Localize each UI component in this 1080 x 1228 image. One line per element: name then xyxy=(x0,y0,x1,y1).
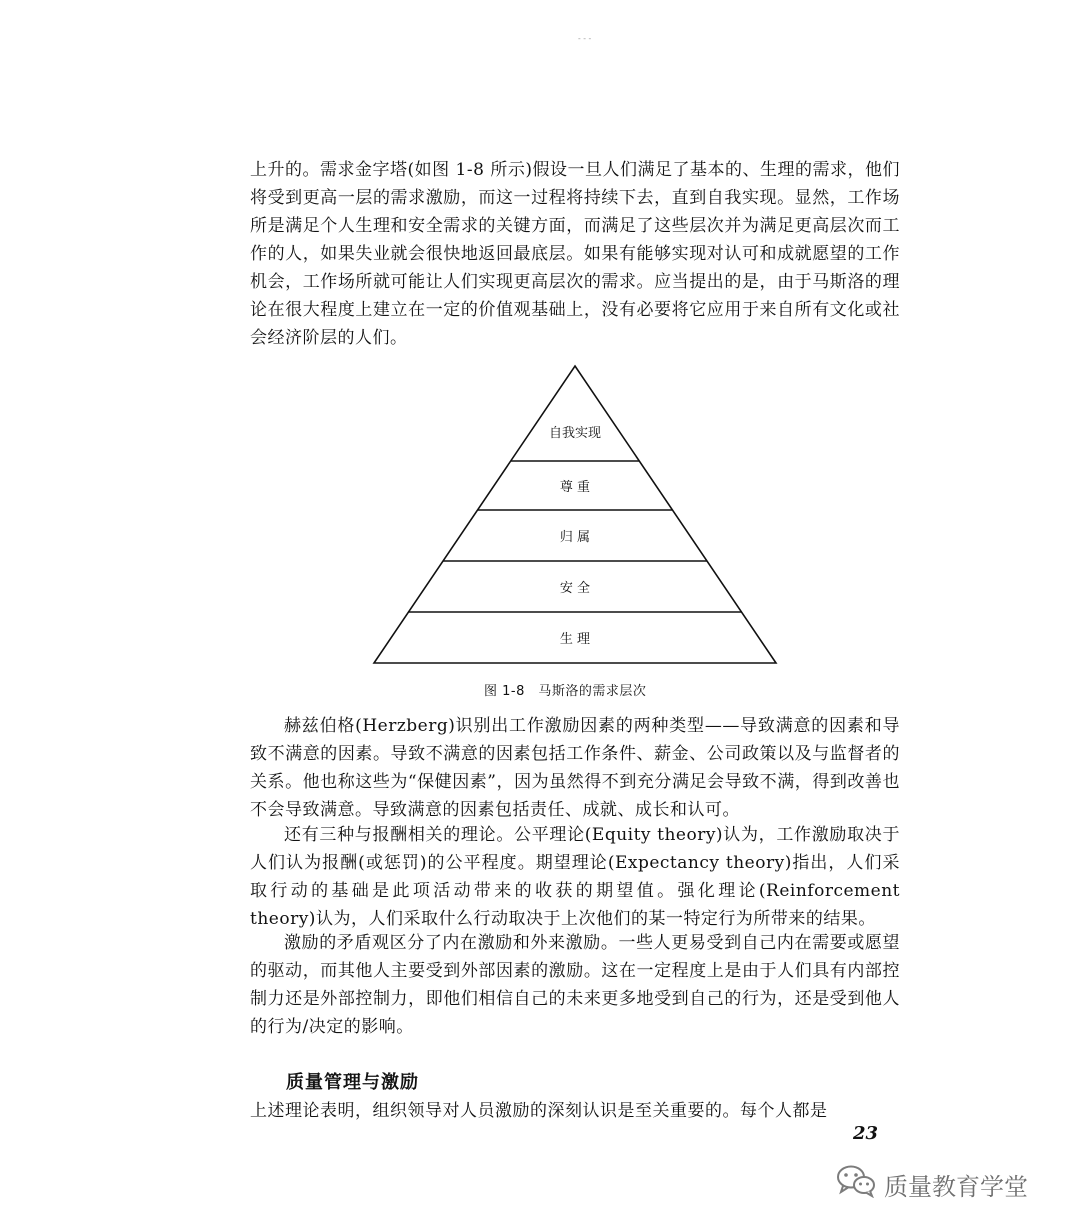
tier-label-esteem: 尊 重 xyxy=(559,480,591,495)
page-number: 23 xyxy=(853,1123,879,1144)
scan-mark: - - - xyxy=(578,34,592,43)
paragraph-2: 赫兹伯格(Herzberg)识别出工作激励因素的两种类型——导致满意的因素和导致不满意的因素。导致不满意的因素包括工作条件、薪金、公司政策以及与监督者的关系。他也称这些为“保健因素”，因为虽然得不到充分满足会导致不满，得到改善也不会导致满意。导致满意的因素包括责任、成就、成长和认可。 xyxy=(250,716,900,820)
tier-label-belonging: 归 属 xyxy=(559,530,591,545)
tier-label-safety: 安 全 xyxy=(559,581,591,596)
watermark-text: 质量教育学堂 xyxy=(884,1172,1028,1201)
figure-caption: 图 1-8 马斯洛的需求层次 xyxy=(484,684,647,699)
maslow-pyramid-figure xyxy=(360,360,780,670)
section-heading: 质量管理与激励 xyxy=(286,1072,419,1093)
paragraph-5: 上述理论表明，组织领导对人员激励的深刻认识是至关重要的。每个人都是 xyxy=(250,1101,828,1121)
paragraph-3: 还有三种与报酬相关的理论。公平理论(Equity theory)认为，工作激励取决于人们认为报酬(或惩罚)的公平程度。期望理论(Expectancy theory)指出，人们采取行动的基础是此项活动带来的收获的期望值。强化理论(Reinforcement theory)认为，人们采取什么行动取决于上次他们的某一特定行为所带来的结果。 xyxy=(250,825,900,929)
wechat-watermark xyxy=(836,1164,1028,1204)
pyramid-outline xyxy=(374,366,776,663)
tier-label-physiological: 生 理 xyxy=(559,632,591,647)
paragraph-1: 上升的。需求金字塔(如图 1-8 所示)假设一旦人们满足了基本的、生理的需求，他们将受到更高一层的需求激励，而这一过程将持续下去，直到自我实现。显然，工作场所是满足个人生理和安全需求的关键方面，而满足了这些层次并为满足更高层次而工作的人，如果失业就会很快地返回最底层。如果有能够实现对认可和成就愿望的工作机会，工作场所就可能让人们实现更高层次的需求。应当提出的是，由于马斯洛的理论在很大程度上建立在一定的价值观基础上，没有必要将它应用于来自所有文化或社会经济阶层的人们。 xyxy=(250,160,900,348)
tier-label-self-actualization: 自我实现 xyxy=(548,426,602,441)
wechat-icon xyxy=(836,1164,876,1204)
paragraph-4: 激励的矛盾观区分了内在激励和外来激励。一些人更易受到自己内在需要或愿望的驱动，而其他人主要受到外部因素的激励。这在一定程度上是由于人们具有内部控制力还是外部控制力，即他们相信自己的未来更多地受到自己的行为，还是受到他人的行为/决定的影响。 xyxy=(250,933,900,1037)
